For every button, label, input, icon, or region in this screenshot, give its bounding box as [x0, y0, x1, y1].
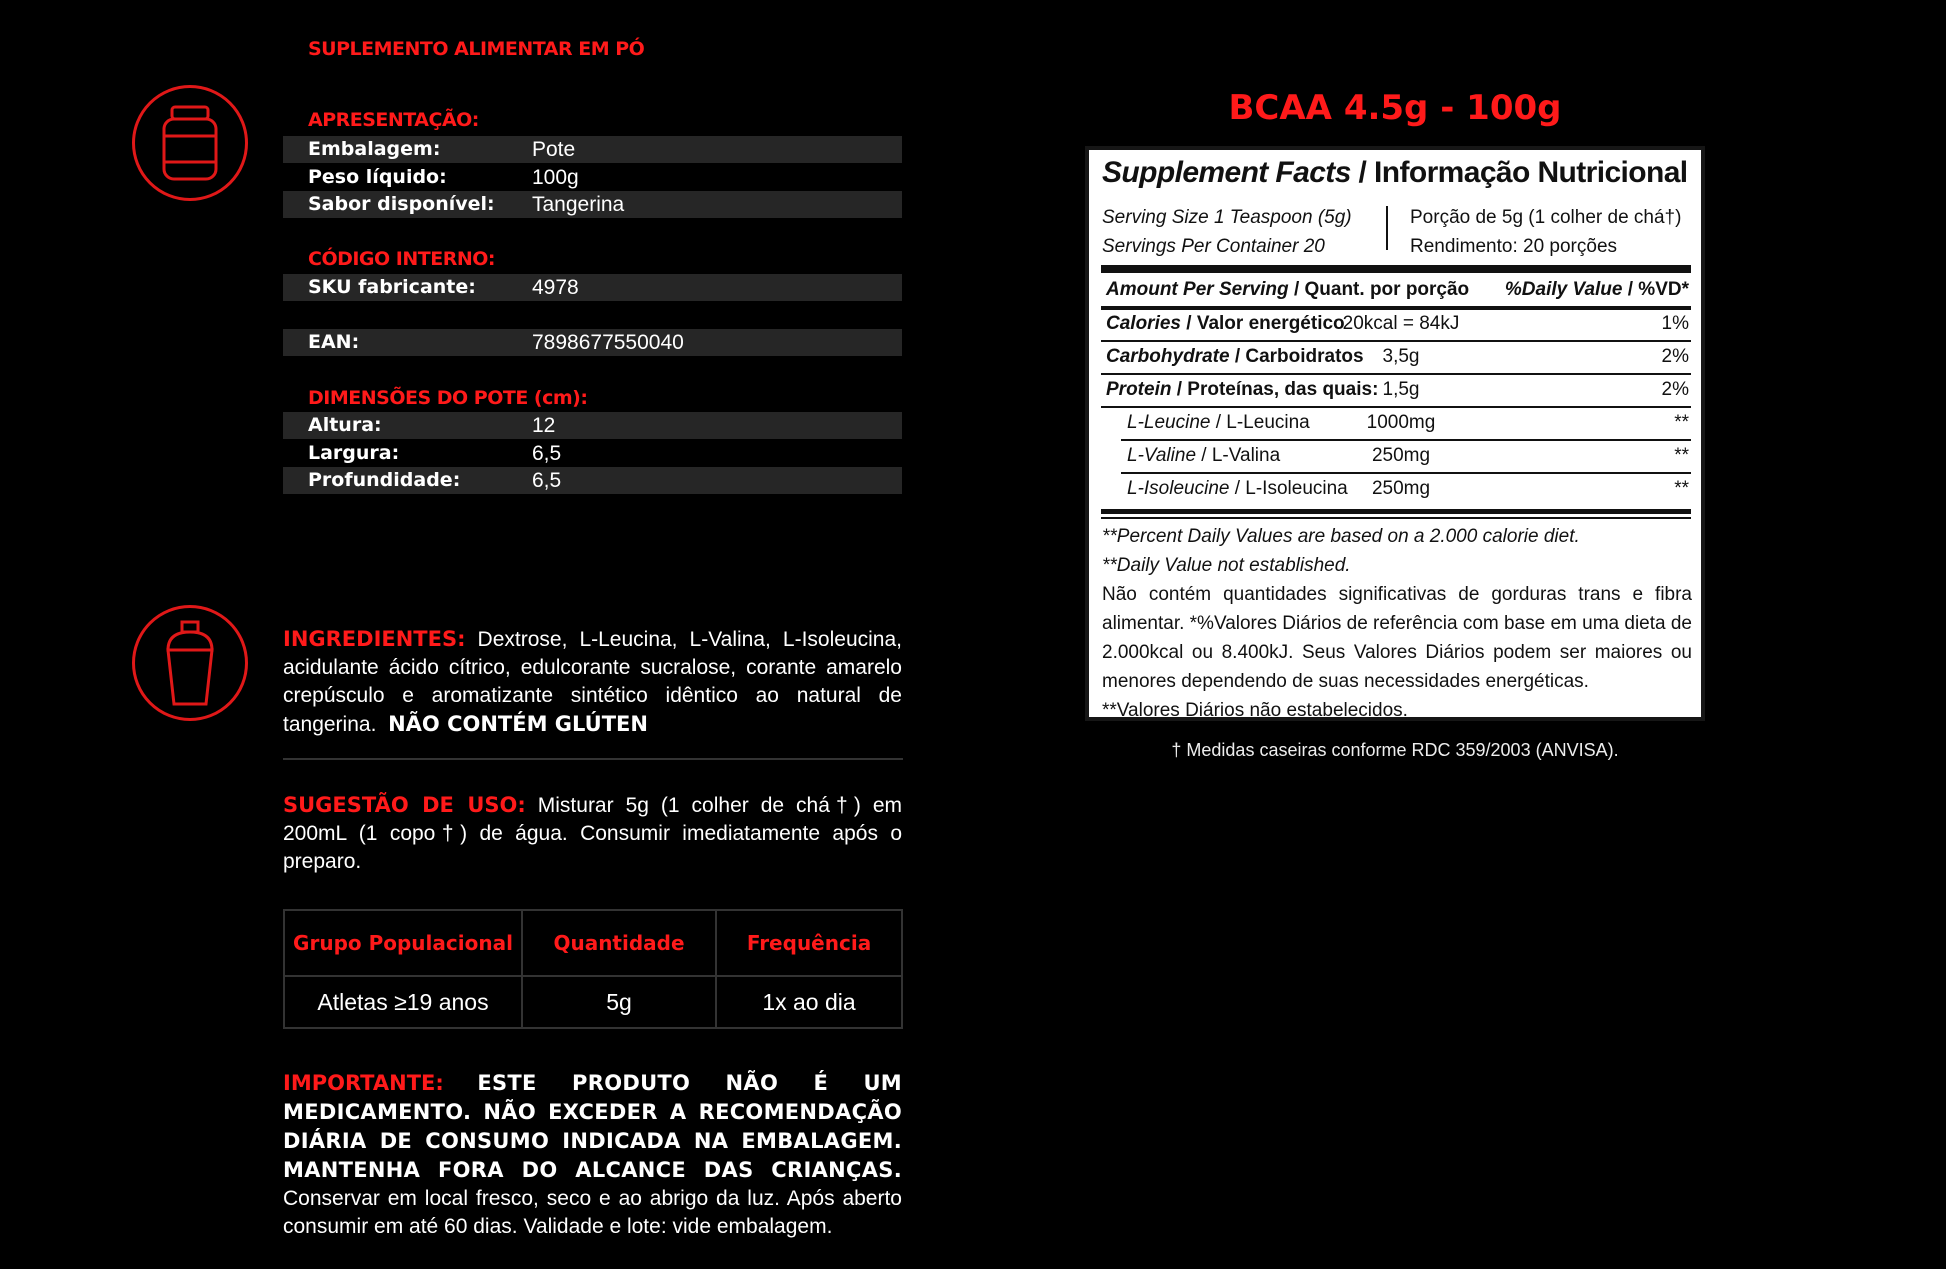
ingredients-label: INGREDIENTES:: [283, 627, 466, 651]
facts-note-vd: **Valores Diários não estabelecidos.: [1102, 700, 1408, 721]
serving-info-pt: Porção de 5g (1 colher de chá†) Rendimento: 20 porções: [1410, 207, 1682, 257]
section-divider: [283, 758, 903, 760]
spec-row-sku: [283, 274, 902, 301]
facts-row-leucine: L-Leucine / L-Leucina 1000mg **: [1127, 412, 1689, 433]
facts-row-isoleucine: L-Isoleucine / L-Isoleucina 250mg **: [1127, 478, 1689, 499]
spec-value: 7898677550040: [532, 331, 684, 354]
cell-group: Atletas ≥19 anos: [284, 976, 522, 1028]
spec-label: Peso líquido:: [308, 166, 447, 188]
usage-table: [283, 909, 903, 1029]
usage-table-row: [284, 976, 902, 1028]
cell-quantity: 5g: [522, 976, 716, 1028]
thin-divider: [1101, 517, 1691, 519]
spec-value: Tangerina: [532, 193, 625, 216]
spec-row-net-weight: [283, 164, 902, 191]
spec-label: EAN:: [308, 331, 360, 353]
product-title: BCAA 4.5g - 100g: [1228, 88, 1562, 128]
footnote: † Medidas caseiras conforme RDC 359/2003 (ANVISA).: [1171, 740, 1619, 760]
facts-row-carbohydrate: Carbohydrate / Carboidratos 3,5g 2%: [1106, 346, 1689, 367]
spec-row-width: [283, 440, 902, 467]
spec-value: 100g: [532, 166, 579, 189]
ingredients-text: Dextrose, L-Leucina, L-Valina, L-Isoleucina, acidulante ácido cítrico, edulcorante sucralose, corante amarelo crepúsculo e aromatizante sintético idêntico ao natural de tangerina.: [283, 628, 902, 736]
spec-row-flavor: [283, 191, 902, 218]
dimensions-title: DIMENSÕES DO POTE (cm):: [308, 387, 588, 409]
spec-label: Sabor disponível:: [308, 193, 495, 215]
facts-row-calories: Calories / Valor energético 20kcal = 84kJ 1%: [1106, 313, 1689, 334]
shaker-icon-circle: [132, 605, 248, 721]
presentation-title: APRESENTAÇÃO:: [308, 109, 479, 131]
header-quantity: Quantidade: [522, 910, 716, 976]
spec-label: Embalagem:: [308, 138, 441, 160]
facts-note-pt: Não contém quantidades significativas de gorduras trans e fibra alimentar. *%Valores Diários de referência com base em uma dieta de 2.000kcal ou 8.400kJ. Seus Valores Diários podem ser maiores ou menores dependendo de suas necessidades energéticas.: [1102, 584, 1692, 692]
important-paragraph: [283, 1069, 902, 1241]
spec-value: 4978: [532, 276, 579, 299]
spec-label: Profundidade:: [308, 469, 461, 491]
facts-note-percent: **Percent Daily Values are based on a 2.000 calorie diet.: [1102, 526, 1580, 547]
facts-note-not-established: **Daily Value not established.: [1102, 555, 1351, 576]
thick-divider: [1101, 265, 1691, 273]
spec-value: 12: [532, 414, 556, 437]
spec-row-ean: [283, 329, 902, 356]
spec-value: 6,5: [532, 442, 562, 465]
usage-table-header: [284, 910, 902, 976]
spec-row-depth: [283, 467, 902, 494]
spec-label: Altura:: [308, 414, 382, 436]
important-label: IMPORTANTE:: [283, 1071, 444, 1095]
category-label: SUPLEMENTO ALIMENTAR EM PÓ: [308, 38, 645, 60]
shaker-bottle-icon: [160, 618, 220, 708]
spec-value: 6,5: [532, 469, 562, 492]
serving-divider: [1386, 206, 1388, 250]
spec-value: Pote: [532, 138, 576, 161]
facts-row-valine: L-Valine / L-Valina 250mg **: [1127, 445, 1689, 466]
spec-row-height: [283, 412, 902, 439]
usage-label: SUGESTÃO DE USO:: [283, 793, 526, 817]
cell-frequency: 1x ao dia: [716, 976, 902, 1028]
spec-row-packaging: [283, 136, 902, 163]
header-group: Grupo Populacional: [284, 910, 522, 976]
thick-divider: [1101, 509, 1691, 514]
important-bold-text: ESTE PRODUTO NÃO É UM MEDICAMENTO. NÃO EXCEDER A RECOMENDAÇÃO DIÁRIA DE CONSUMO INDICADA NA EMBALAGEM. MANTENHA FORA DO ALCANCE DAS CRIANÇAS.: [283, 1071, 903, 1182]
supplement-facts-panel: [1085, 146, 1705, 721]
usage-text: Misturar 5g (1 colher de chá†) em 200mL (1 copo†) de água. Consumir imediatamente após o preparo.: [283, 794, 902, 873]
ingredients-paragraph: [283, 625, 902, 739]
supplement-jar-icon: [158, 104, 222, 182]
header-frequency: Frequência: [716, 910, 902, 976]
facts-header-row: Amount Per Serving / Quant. por porção %Daily Value / %VD*: [1106, 279, 1689, 300]
important-text: Conservar em local fresco, seco e ao abrigo da luz. Após aberto consumir em até 60 dias. Validade e lote: vide embalagem.: [283, 1187, 902, 1238]
spec-label: Largura:: [308, 442, 400, 464]
gluten-free-label: NÃO CONTÉM GLÚTEN: [388, 712, 648, 736]
facts-title: Supplement Facts / Informação Nutricional: [1102, 156, 1688, 189]
facts-row-protein: Protein / Proteínas, das quais: 1,5g 2%: [1106, 379, 1689, 400]
jar-icon-circle: [132, 85, 248, 201]
internal-code-title: CÓDIGO INTERNO:: [308, 248, 495, 270]
spec-label: SKU fabricante:: [308, 276, 476, 298]
serving-info-en: Serving Size 1 Teaspoon (5g) Servings Per Container 20: [1102, 207, 1352, 257]
usage-paragraph: [283, 791, 902, 876]
